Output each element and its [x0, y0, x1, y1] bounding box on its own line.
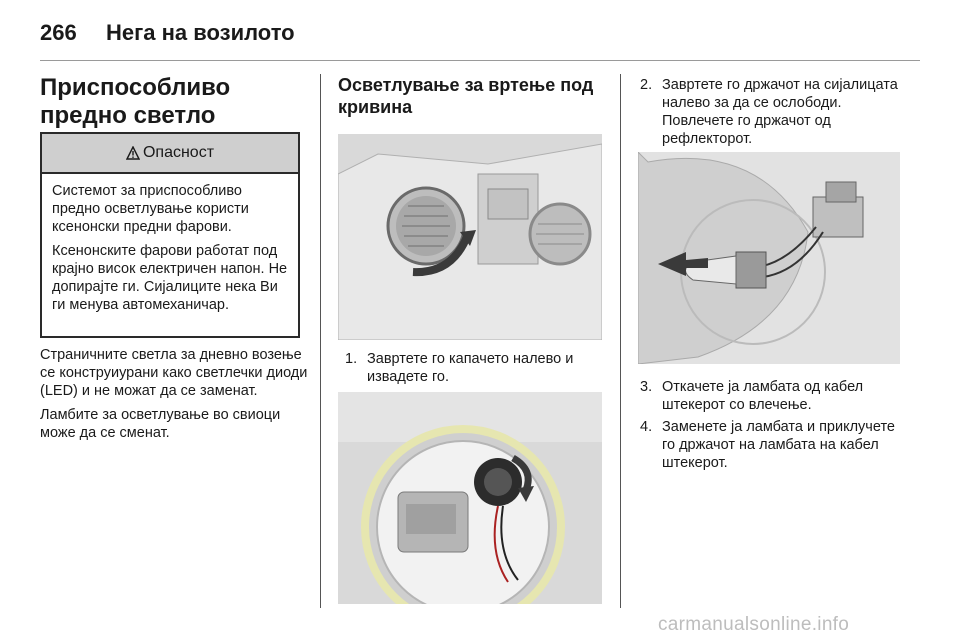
- warning-body: [42, 174, 298, 314]
- step-text: Заменете ја ламбата и приклучете го држачот на ламбата на кабел штекерот.: [662, 419, 895, 471]
- section-title: Приспособливо предно светло: [40, 74, 231, 129]
- column-divider-1: [320, 74, 321, 608]
- step-text: Откачете ја ламбата од кабел штекерот со влечење.: [662, 379, 864, 413]
- page-number: 266: [40, 20, 77, 45]
- header-divider: [40, 60, 920, 61]
- step-text: Завртете го капачето налево и извадете го.: [367, 351, 574, 385]
- step-text: Завртете го држачот на сијалицата налево за да се ослободи. Повлечете го држачот од рефлекторот.: [662, 77, 898, 147]
- section-body: [40, 346, 308, 448]
- body-paragraph: Ламбите за осветлување во свиоци може да се сменат.: [40, 407, 281, 441]
- warning-heading: Опасност: [142, 144, 215, 161]
- warning-triangle-icon: [126, 146, 140, 160]
- warning-header: [42, 134, 298, 174]
- bulb-removal-illustration: [638, 152, 900, 364]
- step-number: 2.: [640, 77, 653, 93]
- step-number: 4.: [640, 419, 653, 435]
- body-paragraph: Страничните светла за дневно возење се конструиурани како светлечки диоди (LED) и не можат да се заменат.: [40, 347, 308, 399]
- subsection-title: Осветлување за вртење под кривина: [338, 75, 594, 117]
- warning-paragraph: Ксенонските фарови работат под крајно висок електричен напон. Не допирајте ги. Сијалиците нека Ви ги менува автомеханичар.: [52, 243, 288, 313]
- step-number: 1.: [345, 351, 358, 367]
- column-divider-2: [620, 74, 621, 608]
- step-number: 3.: [640, 379, 653, 395]
- warning-paragraph: Системот за приспособливо предно осветлување користи ксенонски предни фарови.: [52, 183, 249, 235]
- running-title: Нега на возилото: [106, 20, 295, 45]
- bulb-holder-illustration: [338, 392, 602, 604]
- watermark: carmanualsonline.info: [658, 614, 850, 635]
- warning-box: [40, 132, 300, 338]
- page-header: [40, 20, 920, 60]
- headlamp-cap-illustration: [338, 134, 602, 340]
